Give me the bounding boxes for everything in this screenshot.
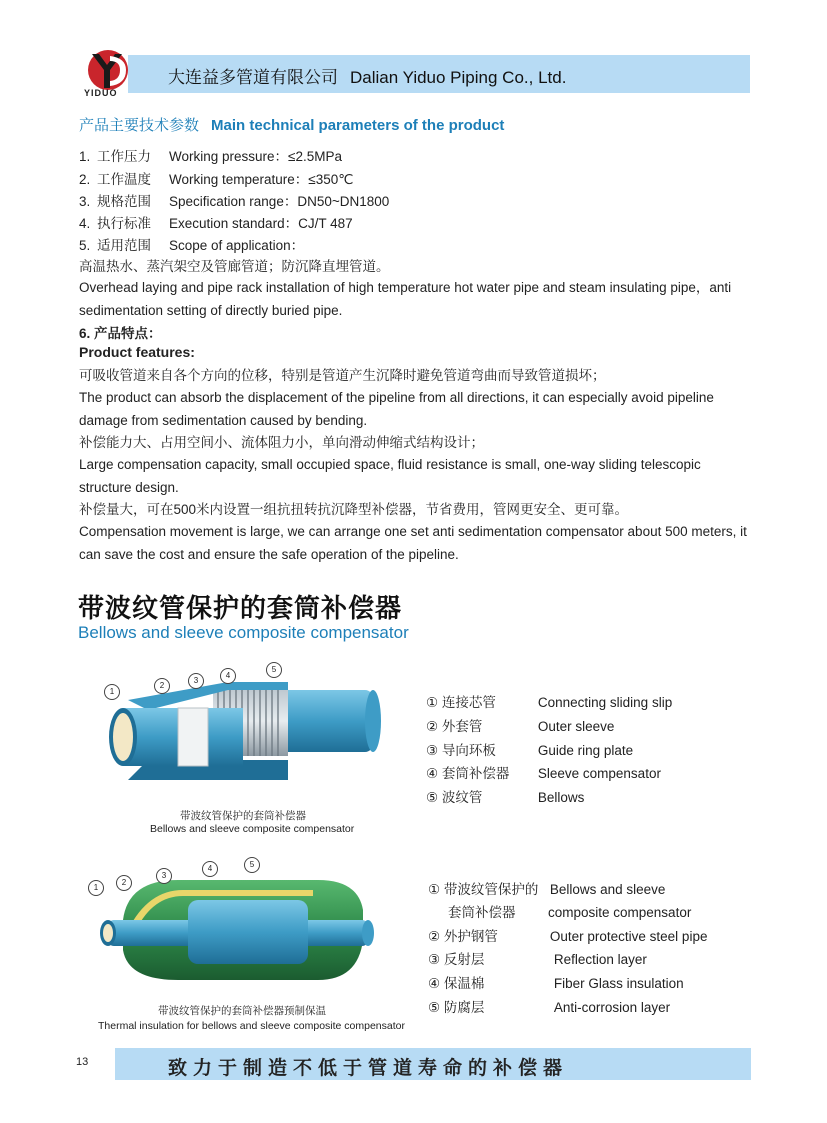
feature-en: Large compensation capacity, small occupied space, fluid resistance is small, one-way sliding telescopic structure design. <box>79 457 701 495</box>
company-name <box>168 63 566 88</box>
legend-num: ⑤ <box>428 1000 441 1015</box>
param-item <box>79 168 353 188</box>
features-heading-en: Product features: <box>79 344 195 360</box>
logo-text: YIDUO <box>84 88 118 98</box>
param-en: Specification range：DN50~DN1800 <box>169 194 390 209</box>
legend-item <box>428 996 670 1016</box>
section-title <box>79 114 504 135</box>
legend-zh: 防腐层 <box>443 1000 485 1015</box>
legend-en: Bellows and sleeve <box>549 882 666 897</box>
feature-zh: 补偿能力大、占用空间小、流体阻力小，单向滑动伸缩式结构设计； <box>79 435 484 450</box>
legend-en: Outer sleeve <box>537 719 615 734</box>
param-en: Working pressure：≤2.5MPa <box>169 149 342 164</box>
callout-marker: 5 <box>244 857 260 873</box>
legend-item <box>428 972 684 992</box>
callout-marker: 1 <box>104 684 120 700</box>
param-num: 4. <box>79 216 91 231</box>
legend-zh: 套筒补偿器 <box>441 766 510 781</box>
legend-num: ① <box>426 695 439 710</box>
legend-zh: 套筒补偿器 <box>448 905 516 920</box>
feature-en: Compensation movement is large, we can arrange one set anti sedimentation compensator about 500 meters, it can save the cost and ensure the safe operation of the pipeline. <box>79 524 747 562</box>
figure2-caption-en: Thermal insulation for bellows and sleeve composite compensator <box>98 1020 405 1032</box>
legend-item-continued <box>448 901 691 921</box>
feature-en: The product can absorb the displacement of the pipeline from all directions, it can especially avoid pipeline damage from sedimentation caused by bending. <box>79 390 714 428</box>
param-zh: 工作压力 <box>97 149 151 164</box>
param-num: 5. <box>79 238 91 253</box>
legend-item <box>426 786 584 806</box>
company-name-en: Dalian Yiduo Piping Co., Ltd. <box>350 68 567 87</box>
compensator-cutaway-illustration <box>88 660 388 800</box>
legend-en: Connecting sliding slip <box>537 695 673 710</box>
callout-marker: 3 <box>188 673 204 689</box>
legend-en: Outer protective steel pipe <box>549 929 708 944</box>
callout-marker: 4 <box>220 668 236 684</box>
figure2-caption-zh: 带波纹管保护的套筒补偿器预制保温 <box>158 1005 326 1017</box>
param-zh: 工作温度 <box>97 172 151 187</box>
legend-num: ② <box>426 719 439 734</box>
legend-zh: 连接芯管 <box>441 695 496 710</box>
param-num: 1. <box>79 149 91 164</box>
legend-zh: 外套管 <box>441 719 483 734</box>
product-title-en: Bellows and sleeve composite compensator <box>78 623 409 642</box>
param-item <box>79 190 389 210</box>
figure1-caption-zh: 带波纹管保护的套筒补偿器 <box>180 810 306 822</box>
scope-en: Overhead laying and pipe rack installation of high temperature hot water pipe and steam insulating pipe，anti sedimentation setting of directly buried pipe. <box>79 280 732 318</box>
scope-zh: 高温热水、蒸汽架空及管廊管道；防沉降直埋管道。 <box>79 259 390 274</box>
page-number: 13 <box>76 1056 89 1068</box>
callout-marker: 5 <box>266 662 282 678</box>
footer-slogan: 致力于制造不低于管道寿命的补偿器 <box>168 1057 569 1079</box>
legend-item <box>428 948 647 968</box>
legend-en: Sleeve compensator <box>537 766 661 781</box>
legend-num: ② <box>428 929 441 944</box>
legend-zh: 外护钢管 <box>443 929 498 944</box>
feature-zh: 可吸收管道来自各个方向的位移，特别是管道产生沉降时避免管道弯曲而导致管道损坏； <box>79 368 606 383</box>
section-title-en: Main technical parameters of the product <box>211 117 505 134</box>
feature-zh: 补偿量大，可在500米内设置一组抗扭转抗沉降型补偿器，节省费用，管网更安全、更可靠。 <box>79 502 629 517</box>
param-en: Execution standard：CJ/T 487 <box>169 216 353 231</box>
param-en: Scope of application： <box>169 238 305 253</box>
features-heading-zh: 6. 产品特点： <box>79 326 162 341</box>
callout-marker: 4 <box>202 861 218 877</box>
legend-zh: 保温棉 <box>443 976 485 991</box>
param-num: 2. <box>79 172 91 187</box>
legend-item <box>428 925 707 945</box>
param-item <box>79 145 342 165</box>
callout-marker: 2 <box>154 678 170 694</box>
param-num: 3. <box>79 194 91 209</box>
legend-en: Reflection layer <box>553 952 647 967</box>
legend-zh: 带波纹管保护的 <box>443 882 539 897</box>
legend-num: ③ <box>426 743 439 758</box>
section-title-zh: 产品主要技术参数 <box>79 117 200 134</box>
legend-item <box>428 878 665 898</box>
callout-marker: 1 <box>88 880 104 896</box>
param-en: Working temperature：≤350℃ <box>169 172 354 187</box>
legend-num: ③ <box>428 952 441 967</box>
callout-marker: 2 <box>116 875 132 891</box>
insulated-compensator-illustration <box>88 860 388 1000</box>
legend-item <box>426 762 661 782</box>
legend-en: composite compensator <box>548 905 692 920</box>
legend-zh: 导向环板 <box>441 743 496 758</box>
legend-num: ④ <box>426 766 439 781</box>
legend-num: ④ <box>428 976 441 991</box>
legend-num: ① <box>428 882 441 897</box>
legend-item <box>426 715 614 735</box>
legend-item <box>426 739 633 759</box>
param-item <box>79 234 304 254</box>
param-zh: 执行标准 <box>97 216 151 231</box>
legend-num: ⑤ <box>426 790 439 805</box>
company-name-zh: 大连益多管道有限公司 <box>168 68 338 87</box>
param-zh: 适用范围 <box>97 238 151 253</box>
callout-marker: 3 <box>156 868 172 884</box>
legend-zh: 波纹管 <box>441 790 483 805</box>
figure1-caption-en: Bellows and sleeve composite compensator <box>150 823 355 835</box>
legend-en: Fiber Glass insulation <box>553 976 684 991</box>
product-title-zh: 带波纹管保护的套筒补偿器 <box>78 593 403 623</box>
param-item <box>79 212 353 232</box>
legend-en: Bellows <box>537 790 585 805</box>
param-zh: 规格范围 <box>97 194 151 209</box>
legend-zh: 反射层 <box>443 952 485 967</box>
legend-item <box>426 691 672 711</box>
legend-en: Guide ring plate <box>537 743 634 758</box>
legend-en: Anti-corrosion layer <box>553 1000 671 1015</box>
